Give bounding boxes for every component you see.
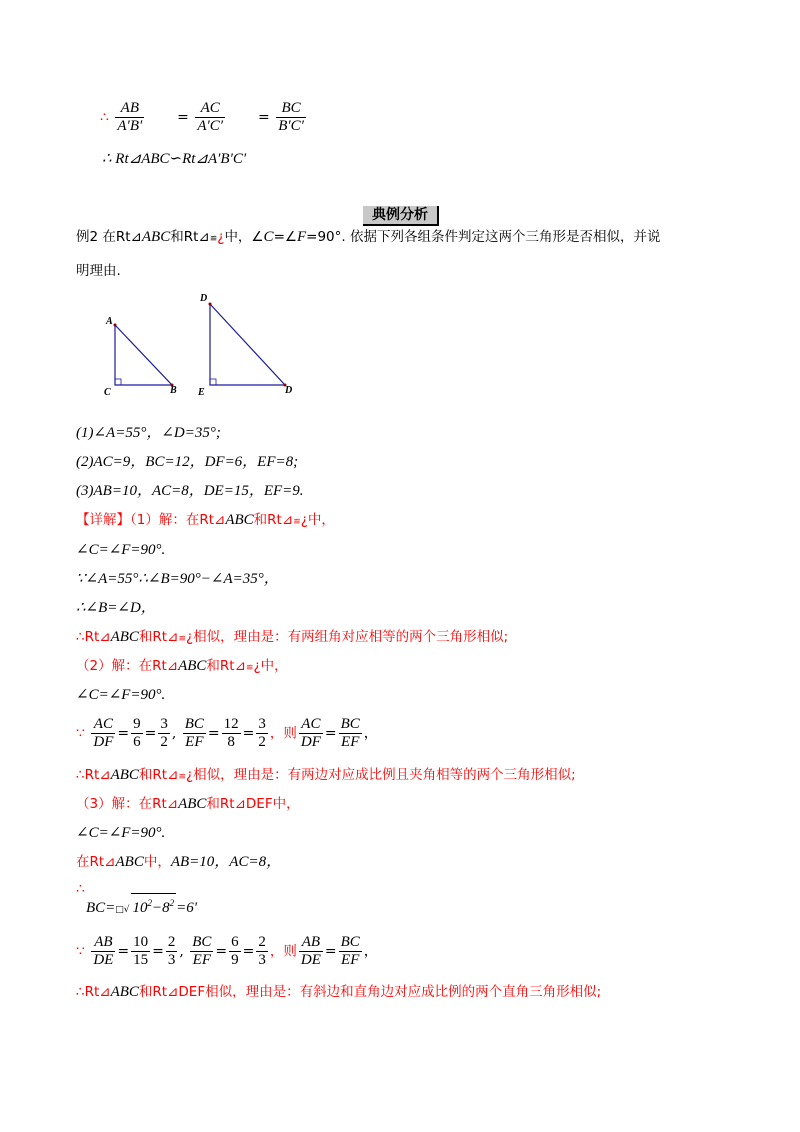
fraction-denominator: A′B′ bbox=[117, 118, 143, 134]
fraction-denominator: EF bbox=[339, 733, 362, 751]
fraction-numerator: BC bbox=[184, 716, 204, 732]
text-segment: ∴Rt⊿ bbox=[76, 767, 111, 783]
text-segment: ¿ bbox=[253, 658, 261, 674]
garbled-glyph: ≌ bbox=[245, 663, 254, 673]
label-c: C bbox=[104, 387, 111, 398]
example-statement-line2: 明理由. bbox=[76, 263, 121, 279]
text-segment: F bbox=[296, 229, 307, 245]
text-segment: 相似，理由是：有两组角对应相等的两个三角形相似; bbox=[193, 629, 509, 645]
fraction bbox=[158, 716, 170, 751]
fraction bbox=[91, 716, 115, 751]
text-segment: 和Rt⊿ bbox=[138, 767, 179, 783]
fraction bbox=[339, 934, 362, 969]
solution-3-sqrt-line bbox=[86, 893, 197, 919]
fraction-denominator: DE bbox=[93, 952, 114, 968]
text-segment: −8 bbox=[152, 900, 170, 916]
radicand bbox=[131, 893, 177, 917]
text-segment: ∴Rt⊿ bbox=[76, 984, 111, 1000]
solution-2-ratio-line: ∵ $\frac{AC}{DF}$ = $\frac{9}{6}$ = $\frac{3}{2}$ , $\frac{BC}{EF}$ = $\frac{12}{8}$ = $\frac{3}{2}$ ，则 $\frac{AC}{DF}$ = $\frac{BC}{EF}$ ， bbox=[76, 716, 378, 750]
text-segment: ¿ bbox=[185, 629, 194, 645]
fraction-denominator: EF bbox=[183, 733, 206, 751]
equals-sign-2: = bbox=[258, 109, 270, 126]
text-segment: ABC bbox=[115, 854, 144, 870]
text-segment: 例2 在Rt⊿ bbox=[76, 229, 142, 245]
text-segment: BC= bbox=[86, 900, 116, 916]
then-text: ，则 bbox=[269, 725, 297, 742]
fraction-numerator: 6 bbox=[231, 934, 239, 950]
fraction-denominator: EF bbox=[190, 951, 213, 969]
condition-2: (2)AC=9，BC=12，DF=6，EF=8; bbox=[76, 454, 299, 470]
text-segment: 和Rt⊿DEF相似，理由是：有斜边和直角边对应成比例的两个直角三角形相似; bbox=[138, 984, 602, 1000]
radical-icon: □√ bbox=[115, 905, 130, 915]
fraction-denominator: 2 bbox=[258, 734, 266, 750]
solution-3-line3 bbox=[76, 853, 281, 871]
label-e: E bbox=[198, 387, 205, 398]
fraction bbox=[299, 716, 323, 751]
text-segment: ¿ bbox=[185, 767, 194, 783]
equals-sign: = bbox=[177, 109, 189, 126]
ratio-equation-line bbox=[100, 100, 308, 135]
text-segment: 在Rt⊿ bbox=[76, 854, 116, 870]
condition-3: (3)AB=10，AC=8，DE=15，EF=9. bbox=[76, 483, 304, 499]
solution-3-conclusion bbox=[76, 983, 601, 1001]
text-segment: =90°. 依据下列各组条件判定这两个三角形是否相似，并说 bbox=[306, 229, 661, 245]
fraction-denominator: EF bbox=[339, 951, 362, 969]
text-segment: 和Rt⊿DEF中， bbox=[206, 796, 300, 812]
fraction-numerator: AC bbox=[200, 100, 220, 116]
text-segment: C bbox=[263, 229, 274, 245]
fraction-numerator: 12 bbox=[223, 716, 239, 732]
fraction-numerator: BC bbox=[340, 934, 360, 950]
text-segment: 和Rt⊿ bbox=[170, 229, 210, 245]
because-symbol: ∵ bbox=[76, 725, 85, 742]
fraction-denominator: DE bbox=[300, 952, 321, 968]
solution-2-line2: ∠C=∠F=90°. bbox=[76, 687, 166, 703]
fraction bbox=[183, 716, 206, 751]
text-segment: ABC bbox=[110, 984, 139, 1000]
example-statement-line1 bbox=[76, 228, 660, 248]
fraction bbox=[299, 934, 323, 969]
text-segment: ¿ bbox=[300, 512, 308, 528]
fraction-numerator: 10 bbox=[133, 934, 149, 950]
solution-1-line4: ∴∠B=∠D， bbox=[76, 600, 156, 616]
fraction-numerator: 9 bbox=[133, 716, 141, 732]
text-segment: 中， bbox=[260, 658, 288, 674]
solution-1-conclusion bbox=[76, 628, 508, 648]
solution-1-line3: ∵∠A=55°∴∠B=90°−∠A=35°， bbox=[76, 571, 279, 587]
text-segment: 和Rt⊿ bbox=[206, 658, 246, 674]
fraction bbox=[339, 716, 362, 751]
therefore-symbol: ∴ bbox=[100, 109, 109, 126]
similarity-conclusion-line: ∴ Rt⊿ABC∽Rt⊿A′B′C′ bbox=[102, 151, 247, 167]
fraction-numerator: 3 bbox=[160, 716, 168, 732]
solution-3-line2: ∠C=∠F=90°. bbox=[76, 825, 166, 841]
fraction-numerator: 2 bbox=[258, 934, 266, 950]
text-segment: （3）解：在Rt⊿ bbox=[76, 796, 179, 812]
garbled-glyph: ≌ bbox=[178, 634, 186, 644]
condition-1: (1)∠A=55°，∠D=35°; bbox=[76, 425, 221, 441]
because-symbol: ∵ bbox=[76, 943, 85, 960]
fraction bbox=[91, 934, 115, 969]
solution-2-header bbox=[76, 657, 288, 677]
fraction-denominator: 15 bbox=[133, 952, 149, 968]
text-segment: ， bbox=[363, 725, 378, 742]
fraction bbox=[229, 934, 241, 969]
text-segment: ABC bbox=[141, 229, 171, 245]
fraction bbox=[256, 934, 268, 969]
fraction-numerator: AB bbox=[301, 934, 321, 950]
fraction bbox=[131, 934, 150, 969]
solution-2-conclusion bbox=[76, 766, 576, 786]
text-segment: 10 bbox=[132, 900, 148, 916]
solution-1-header bbox=[76, 511, 335, 531]
fraction-denominator: DF bbox=[300, 734, 321, 750]
text-segment: =6 bbox=[176, 900, 194, 916]
fraction bbox=[190, 934, 213, 969]
fraction-numerator: AC bbox=[301, 716, 321, 732]
fraction bbox=[256, 716, 268, 751]
fraction-numerator: BC bbox=[281, 100, 301, 116]
fraction-denominator: 3 bbox=[167, 952, 176, 968]
text-segment: ∴Rt⊿ bbox=[76, 629, 111, 645]
text-segment: ' bbox=[193, 900, 198, 916]
fraction-denominator: B′C′ bbox=[278, 118, 304, 134]
garbled-glyph: ≌ bbox=[209, 234, 218, 244]
garbled-glyph: ≌ bbox=[178, 772, 186, 782]
fraction bbox=[166, 934, 178, 969]
text-segment: =∠ bbox=[273, 229, 297, 245]
fraction-ac bbox=[195, 100, 225, 135]
text-segment: 中， bbox=[307, 512, 335, 528]
label-b: B bbox=[170, 385, 177, 396]
fraction-denominator: DF bbox=[93, 734, 114, 750]
fraction-numerator: AC bbox=[93, 716, 113, 732]
text-segment: ， bbox=[363, 943, 378, 960]
then-text: ，则 bbox=[269, 943, 297, 960]
text-segment: ABC bbox=[178, 658, 207, 674]
text-segment: AB=10，AC=8， bbox=[170, 854, 282, 870]
fraction bbox=[131, 716, 143, 751]
text-segment: （2）解：在Rt⊿ bbox=[76, 658, 179, 674]
fraction-denominator: A′C′ bbox=[197, 118, 224, 134]
section-title: 典例分析 bbox=[363, 206, 439, 226]
text-segment: 相似，理由是：有两边对应成比例且夹角相等的两个三角形相似; bbox=[193, 767, 576, 783]
triangles-figure bbox=[100, 290, 330, 400]
text-segment: ¿ bbox=[217, 229, 225, 245]
fraction-denominator: 9 bbox=[231, 952, 239, 968]
text-segment: ABC bbox=[225, 512, 254, 528]
triangle-def bbox=[197, 293, 292, 398]
solution-3-therefore: ∴ bbox=[76, 881, 85, 897]
fraction-numerator: AB bbox=[94, 934, 113, 950]
fraction-denominator: 2 bbox=[160, 734, 168, 750]
fraction-denominator: 6 bbox=[133, 734, 141, 750]
fraction-numerator: AB bbox=[120, 100, 139, 116]
text-segment: ABC bbox=[178, 796, 207, 812]
fraction-numerator: BC bbox=[340, 716, 360, 732]
text-segment: 中， bbox=[143, 854, 171, 870]
text-segment: 【详解】（1）解：在Rt⊿ bbox=[76, 512, 226, 528]
triangle-abc bbox=[104, 316, 177, 398]
label-d-top: D bbox=[200, 293, 208, 304]
text-segment: 中，∠ bbox=[224, 229, 264, 245]
fraction-numerator: 3 bbox=[258, 716, 266, 732]
fraction-ab bbox=[115, 100, 144, 135]
text-segment: ABC bbox=[110, 629, 139, 645]
fraction bbox=[222, 716, 241, 751]
text-segment: 和Rt⊿ bbox=[253, 512, 294, 528]
fraction-denominator: 8 bbox=[222, 733, 241, 751]
exponent: 2 bbox=[169, 898, 175, 908]
label-a: A bbox=[106, 316, 113, 327]
solution-3-ratio-line: ∵ $\frac{AB}{DE}$ = $\frac{10}{15}$ = $\frac{2}{3}$ , $\frac{BC}{EF}$ = $\frac{6}{9}$ = $\frac{2}{3}$ ，则 $\frac{AB}{DE}$ = $\frac{BC}{EF}$ ， bbox=[76, 934, 378, 968]
text-segment: ABC bbox=[110, 767, 139, 783]
fraction-numerator: BC bbox=[192, 934, 212, 950]
text-segment: 和Rt⊿ bbox=[138, 629, 179, 645]
fraction-numerator: 2 bbox=[167, 934, 176, 950]
garbled-glyph: ≌ bbox=[293, 517, 301, 527]
fraction-denominator: 3 bbox=[258, 952, 266, 968]
fraction-bc bbox=[276, 100, 306, 135]
solution-3-header bbox=[76, 795, 300, 813]
label-d-right: D bbox=[285, 385, 293, 396]
exponent: 2 bbox=[147, 898, 153, 908]
solution-1-line2: ∠C=∠F=90°. bbox=[76, 542, 166, 558]
